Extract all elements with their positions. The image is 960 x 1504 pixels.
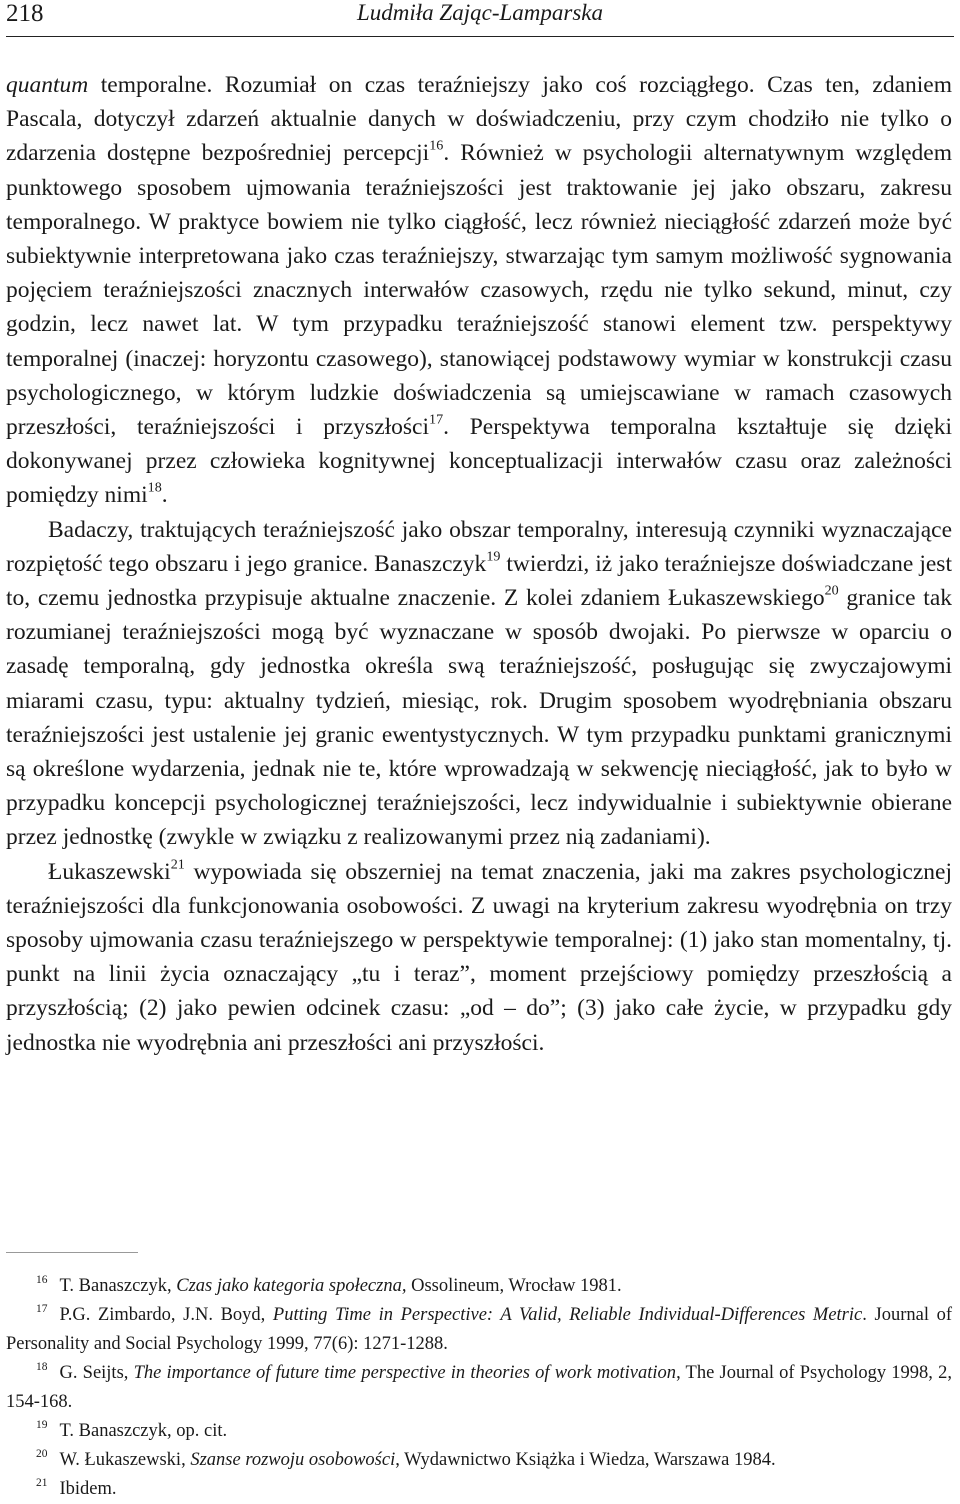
- footnote-title: The importance of future time perspective in theories of work motivation: [133, 1363, 677, 1383]
- paragraph-text: granice tak rozumianej teraźniejszości mogą być wyznaczane w sposób dwojaki. Po pierwsze w oparciu o zasadę temporalną, gdy jednostka określa swą teraźniejszość, posługując się zwyczajowymi miarami czasu, typu: aktualny tydzień, miesiąc, rok. Drugim sposobem wyodrębniania obszaru teraźniejszości jest ustalenie jej granic ewentystycznych. W tym przypadku punktami granicznymi są określone wydarzenia, jednak nie te, które wprowadzają w sekwencję nieciągłość, jak to było w przypadku koncepcji psychologicznej teraźniejszości, lecz indywidualnie i subiektywnie obierane przez jednostkę (zwykle w związku z realizowanymi przez nią zadaniami).: [6, 585, 953, 851]
- footnote-ref-21[interactable]: 21: [170, 856, 185, 873]
- paragraph-1: [6, 68, 952, 513]
- paragraph-3: [6, 855, 952, 1060]
- footnote-text: , The Journal of Psychology 1998, 2, 154-168.: [6, 1363, 952, 1412]
- paragraph-text: .: [161, 482, 168, 509]
- paragraph-text: . Perspektywa temporalna kształtuje się dzięki dokonywanej przez człowieka kognitywnej konceptualizacji interwałów czasu oraz zależności pomiędzy nimi: [6, 414, 952, 509]
- paragraph-text: . Również w psychologii alternatywnym względem punktowego sposobem ujmowania teraźniejszości jest traktowanie jej jako obszaru, zakresu temporalnego. W praktyce bowiem nie tylko ciągłość, lecz również nieciągłość zdarzeń może być subiektywnie interpretowana jako czas teraźniejszy, stwarzając tym samym możliwość sygnowania pojęciem teraźniejszości znacznych interwałów czasowych, rzędu nie tylko sekund, minut, czy godzin, lecz nawet lat. W tym przypadku teraźniejszość stanowi element tzw. perspektywy temporalnej (inaczej: horyzontu czasowego), stanowiącej podstawowy wymiar w konstrukcji czasu psychologicznego, w którym ludzkie doświadczenia są umiejscawiane w ramach czasowych przeszłości, teraźniejszości i przyszłości: [6, 140, 952, 441]
- footnote-ref-17[interactable]: 17: [429, 411, 444, 428]
- footnote-number: 19: [36, 1418, 48, 1431]
- footnote-text: T. Banaszczyk, op. cit.: [59, 1421, 228, 1441]
- running-title: Ludmiła Zając-Lamparska: [357, 0, 603, 25]
- footnote-text: , Wydawnictwo Książka i Wiedza, Warszawa 1984.: [395, 1450, 776, 1470]
- footnote-ref-19[interactable]: 19: [486, 548, 501, 565]
- footnote-text: Ibidem.: [59, 1479, 117, 1499]
- main-text: [6, 68, 952, 1060]
- header-rule: [6, 36, 954, 37]
- footnote-text: P.G. Zimbardo, J.N. Boyd,: [59, 1305, 273, 1325]
- footnote-21: [6, 1475, 952, 1504]
- footnote-text: T. Banaszczyk,: [59, 1276, 177, 1296]
- footnote-17: [6, 1301, 952, 1359]
- page-header: [6, 0, 954, 28]
- paragraph-text: wypowiada się obszerniej na temat znaczenia, jaki ma zakres psychologicznej teraźniejszości dla funkcjonowania osobowości. Z uwagi na kryterium zakresu wyodrębnia on trzy sposoby ujmowania czasu teraźniejszego w perspektywie temporalnej: (1) jako stan momentalny, tj. punkt na linii życia oznaczający „tu i teraz”, moment przejściowy pomiędzy przeszłością a przyszłością; (2) jako pewien odcinek czasu: „od – do”; (3) jako całe życie, w przypadku gdy jednostka nie wyodrębnia ani przeszłości ani przyszłości.: [6, 858, 952, 1056]
- footnote-number: 17: [36, 1302, 48, 1315]
- paragraph-text: Łukaszewski: [48, 858, 171, 885]
- footnote-ref-20[interactable]: 20: [824, 582, 839, 599]
- footnote-19: [6, 1417, 952, 1446]
- footnote-number: 16: [36, 1273, 48, 1286]
- footnotes: [6, 1272, 952, 1504]
- footnote-title: Szanse rozwoju osobowości: [190, 1450, 396, 1470]
- paragraph-text: twierdzi, iż jako teraźniejsze doświadczane jest to, czemu jednostka przypisuje aktualne znaczenie. Z kolei zdaniem Łukaszewskiego: [6, 550, 952, 612]
- paragraph-text: temporalne. Rozumiał on czas teraźniejszy jako coś rozciągłego. Czas ten, zdaniem Pascala, dotyczył zdarzeń aktualnie danych w doświadczeniu, przy czym chodziło nie tylko o zdarzenia dostępne bezpośredniej percepcji: [6, 72, 952, 167]
- paragraph-text: Badaczy, traktujących teraźniejszość jako obszar temporalny, interesują czynniki wyznaczające rozpiętość tego obszaru i jego granice. Banaszczyk: [6, 516, 952, 577]
- footnote-number: 18: [36, 1360, 48, 1373]
- footnote-text: G. Seijts,: [59, 1363, 134, 1383]
- footnote-18: [6, 1359, 952, 1417]
- footnote-title: Czas jako kategoria społeczna,: [176, 1276, 407, 1296]
- footnote-ref-18[interactable]: 18: [147, 479, 162, 496]
- italic-term: quantum: [6, 72, 89, 98]
- footnote-ref-16[interactable]: 16: [429, 137, 444, 154]
- footnote-16: [6, 1272, 952, 1301]
- footnote-title: Putting Time in Perspective: A Valid, Reliable Individual-Differences Metric: [272, 1305, 863, 1325]
- footnote-separator: [6, 1252, 138, 1253]
- footnote-number: 20: [36, 1447, 48, 1460]
- footnote-text: Ossolineum, Wrocław 1981.: [406, 1276, 622, 1296]
- footnote-text: . Journal of Personality and Social Psychology 1999, 77(6): 1271-1288.: [6, 1305, 952, 1354]
- paragraph-2: [6, 513, 952, 855]
- page-number: 218: [6, 0, 44, 27]
- footnote-text: W. Łukaszewski,: [59, 1450, 191, 1470]
- footnote-20: [6, 1446, 952, 1475]
- footnote-number: 21: [36, 1476, 48, 1489]
